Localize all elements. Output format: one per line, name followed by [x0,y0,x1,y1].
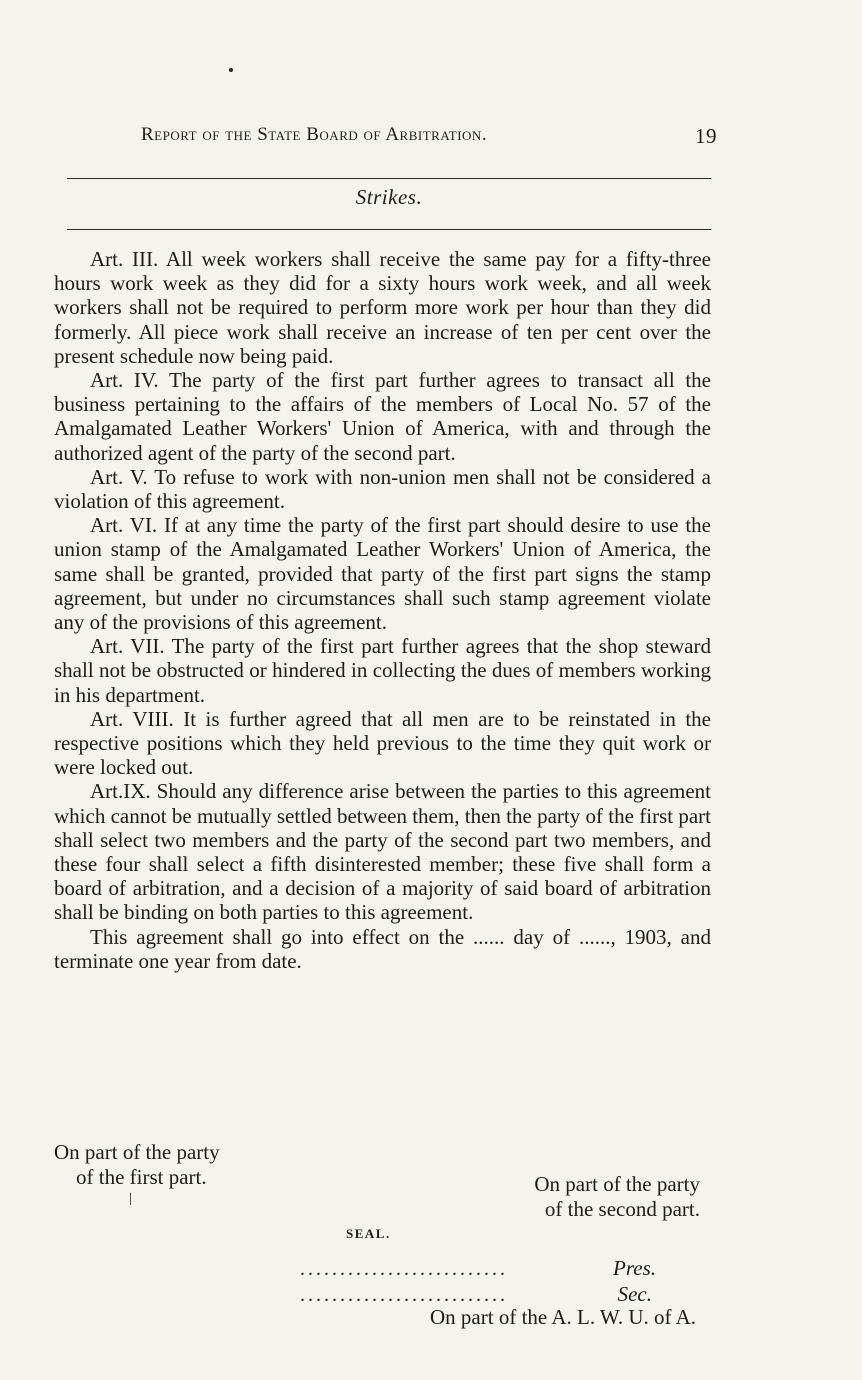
article-3: Art. III. All week workers shall receive the same pay for a fifty-three hours work week as they did for a sixty hours work week, and all week workers shall not be required to perform more work per hour than they did formerly. All piece work shall receive an increase of ten per cent over the present schedule now being paid. [54,247,711,368]
article-8: Art. VIII. It is further agreed that all men are to be reinstated in the respective positions which they held previous to the time they quit work or were locked out. [54,706,711,780]
first-party-line-2: of the first part. [76,1165,207,1189]
seal-label: SEAL. [346,1226,391,1241]
first-party-line-1: On part of the party [54,1140,220,1164]
article-7: Art. VII. The party of the first part further agrees that the shop steward shall not be obstructed or hindered in collecting the dues of members working in his department. [54,634,711,707]
stray-ink-dot [229,68,233,72]
effective-date-clause: This agreement shall go into effect on the ...... day of ......, 1903, and terminate one year from date. [54,924,711,973]
top-rule [67,178,711,179]
signature-dots: .......................... [300,1258,508,1280]
secretary-label: Sec. [617,1282,652,1306]
article-5: Art. V. To refuse to work with non-union men shall not be considered a violation of this agreement. [54,464,711,514]
bottom-rule [67,229,711,230]
agreement-body [54,247,711,973]
running-head [141,124,717,152]
signature-dots: .......................... [300,1284,508,1306]
first-party-signature [54,1140,220,1190]
second-party-line-1: On part of the party [534,1172,700,1196]
stray-ink-mark [130,1193,131,1205]
section-heading: Strikes. [355,185,423,209]
president-signature-line [300,1256,700,1282]
page-number: 19 [695,124,717,148]
article-4: Art. IV. The party of the first part further agrees to transact all the business pertaining to the affairs of the members of Local No. 57 of the Amalgamated Leather Workers' Union of America, with and through the authorized agent of the party of the second part. [54,368,711,465]
article-6: Art. VI. If at any time the party of the first part should desire to use the union stamp of the Amalgamated Leather Workers' Union of America, the same shall be granted, provided that party of the first part signs the stamp agreement, but under no circumstances shall such stamp agreement violate any of the provisions of this agreement. [54,513,711,635]
article-9: Art.IX. Should any difference arise between the parties to this agreement which cannot be mutually settled between them, then the party of the first part shall select two members and the party of the second part two members, and these four shall select a fifth disinterested member; these five shall form a board of arbitration, and a decision of a majority of said board of arbitration shall be binding on both parties to this agreement. [54,779,711,925]
running-title: Report of the State Board of Arbitration. [141,124,488,145]
second-party-line-2: of the second part. [544,1197,700,1221]
second-party-signature [484,1172,700,1222]
union-signature-caption: On part of the A. L. W. U. of A. [430,1305,696,1329]
president-label: Pres. [613,1256,656,1280]
